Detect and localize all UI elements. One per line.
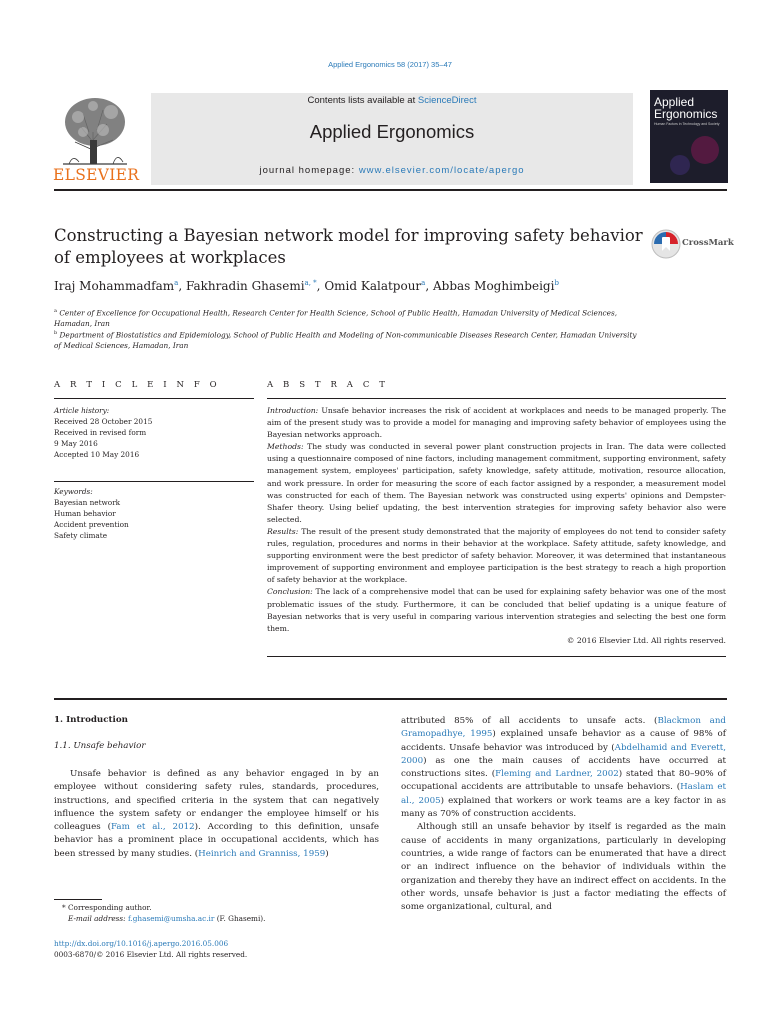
article-info-rule [54, 398, 254, 399]
journal-header [151, 93, 633, 185]
citation-link[interactable]: Fleming and Lardner, 2002 [495, 769, 619, 780]
article-info-heading: A R T I C L E I N F O [54, 380, 221, 390]
keyword: Human behavior [54, 509, 116, 518]
keywords: Keywords: Bayesian network Human behavior Accident prevention Safety climate [54, 487, 129, 540]
author-affiliation-link[interactable]: a, * [304, 279, 317, 287]
author-affiliation-link[interactable]: a [174, 279, 179, 287]
email-link[interactable]: f.ghasemi@umsha.ac.ir [127, 914, 215, 923]
crossmark-label: CrossMark [682, 238, 734, 248]
author-name: Abbas Moghimbeigi [433, 279, 555, 293]
abstract-end-rule [267, 656, 726, 657]
cover-artwork [650, 130, 728, 183]
copyright: © 2016 Elsevier Ltd. All rights reserved. [566, 635, 726, 645]
section-heading: 1. Introduction [54, 715, 128, 725]
contents-line: Contents lists available at ScienceDirect [307, 95, 477, 106]
journal-title: Applied Ergonomics [309, 121, 475, 142]
abstract-body: Introduction: Unsafe behavior increases the risk of accident at workplaces and needs to be managed properly. The aim of the present study was to provide a model for managing and improving safety behavior of employees using the Bayesian networks approach. Methods: The study was conducted in several power plant construction projects in Iran. The data were collected using a questionnaire composed of nine factors, including management commitment, supporting environment, safety management system, employees' participation, safety knowledge, safety attitude, motivation, resource allocation, and work pressure. In order for measuring the score of each factor assigned by a responder, a measurement model was constructed for each of them. The Bayesian network was constructed using experts' opinions and Dempster-Shafer theory. Using belief updating, the best intervention strategies for improving safety behavior also were selected. Results: The result of the present study demonstrated that the majority of employees do not tend to consider safety rules, regulation, procedures and norms in their behavior at the workplace. Safety attitude, safety knowledge, and supporting environment were the best predictor of safety behavior. Moreover, it was determined that instantaneous improvement of supporting environment and employee participation is the best strategy to reach a high proportion of safety behavior at the workplace. Conclusion: The lack of a comprehensive model that can be used for explaining safety behavior was one of the most problematic issues of the study. Furthermore, it can be concluded that belief updating is a unique feature of Bayesian networks that is very useful in comparing various intervention strategies and selecting the best one form them. © 2016 Elsevier Ltd. All rights reserved. [267, 405, 726, 647]
cover-subtitle: Human Factors in Technology and Society [654, 122, 720, 126]
author-affiliation-link[interactable]: a [421, 279, 426, 287]
journal-homepage: journal homepage: www.elsevier.com/locate/apergo [259, 165, 525, 176]
journal-citation[interactable]: Applied Ergonomics 58 (2017) 35–47 [328, 60, 452, 69]
affiliation-b: $^b$ Department of Biostatistics and Epidemiology, School of Public Health and Modeling of Non-communicable Diseases Research Center, Hamadan University of Medical Sciences, Hamadan, Iran [54, 330, 637, 351]
issn: 0003-6870/© 2016 Elsevier Ltd. All rights reserved. [54, 950, 248, 959]
abstract-rule [267, 398, 726, 399]
keyword: Accident prevention [54, 520, 129, 529]
cover-title: Applied Ergonomics [654, 95, 718, 121]
article-history: Article history: Received 28 October 2015 Received in revised form 9 May 2016 Accepted 10 May 2016 [54, 406, 153, 459]
affiliation-a: $^a$ Center of Excellence for Occupational Health, Research Center for Health Science, School of Public Health, Hamadan University of Medical Sciences, Hamadan, Iran [54, 308, 618, 329]
homepage-link[interactable]: www.elsevier.com/locate/apergo [358, 165, 525, 176]
body-column-left: Unsafe behavior is defined as any behavior engaged in by an employee without considering safety rules, standards, procedures, instructions, and specified criteria in the system that can negatively influence the system safety or endanger the employee himself or his colleagues (Fam et al., 2012). According to this definition, unsafe behavior has a prominent place in occupational accidents, which has been stressed by many studies. (Heinrich and Granniss, 1959) [54, 769, 379, 859]
author-affiliation-link[interactable]: b [554, 279, 559, 287]
footnote-rule [54, 899, 102, 900]
body-column-right: attributed 85% of all accidents to unsafe acts. (Blackmon and Gramopadhye, 1995) explained unsafe behavior as a cause of 98% of accidents. Unsafe behavior was introduced by (Abdelhamid and Everett, 2000) as one the main causes of accidents have occurred at constructions sites. (Fleming and Lardner, 2002) stated that 80–90% of occupational accidents are attributable to unsafe behaviors. (Haslam et al., 2005) explained that workers or work teams are a key factor in as many as 70% of construction accidents. Although still an unsafe behavior by itself is regarded as the main cause of accidents in many organizations, particularly in developing countries, a wide range of factors can be enumerated that have a direct or an indirect influence on the behavior of individuals within the organization and thereby they have an indirect effect on accidents. In the other words, unsafe behavior is just a factor mediating the effects of some organizational, cultural, and [401, 716, 727, 913]
citation-link[interactable]: Blackmon and Gramopadhye, 1995 [401, 716, 726, 740]
citation-link[interactable]: Heinrich and Granniss, 1959 [198, 848, 326, 859]
doi-link[interactable]: http://dx.doi.org/10.1016/j.apergo.2016.05.006 [54, 939, 229, 948]
body-rule [54, 698, 727, 700]
keywords-rule [54, 481, 254, 482]
keyword: Safety climate [54, 531, 108, 540]
citation-link[interactable]: Fam et al., 2012 [110, 822, 195, 833]
article-title: Constructing a Bayesian network model for improving safety behavior of employees at workplaces [54, 226, 643, 267]
doi-block [54, 938, 247, 960]
crossmark-icon [651, 229, 681, 259]
author-name: Iraj Mohammadfam [54, 279, 175, 293]
journal-cover-image [650, 90, 728, 183]
author-list: Iraj Mohammadfam$^a$, Fakhradin Ghasemi$^{a, *}$, Omid Kalatpour$^a$, Abbas Moghimbeigi$^b$ [54, 279, 559, 293]
citation-link[interactable]: Haslam et al., 2005 [401, 782, 726, 806]
citation-link[interactable]: Abdelhamid and Everett, 2000 [401, 742, 726, 766]
publisher-wordmark: ELSEVIER [53, 166, 140, 184]
header-rule [54, 189, 727, 191]
sciencedirect-link[interactable]: ScienceDirect [417, 95, 477, 106]
author-name: Omid Kalatpour [324, 279, 422, 293]
footnote: * Corresponding author. E-mail address: f.ghasemi@umsha.ac.ir (F. Ghasemi). [62, 903, 266, 923]
keyword: Bayesian network [54, 498, 121, 507]
author-name: Fakhradin Ghasemi [185, 279, 305, 293]
crossmark-button[interactable] [651, 229, 734, 259]
subsection-heading: 1.1. Unsafe behavior [54, 741, 146, 751]
abstract-heading: A B S T R A C T [267, 380, 389, 390]
